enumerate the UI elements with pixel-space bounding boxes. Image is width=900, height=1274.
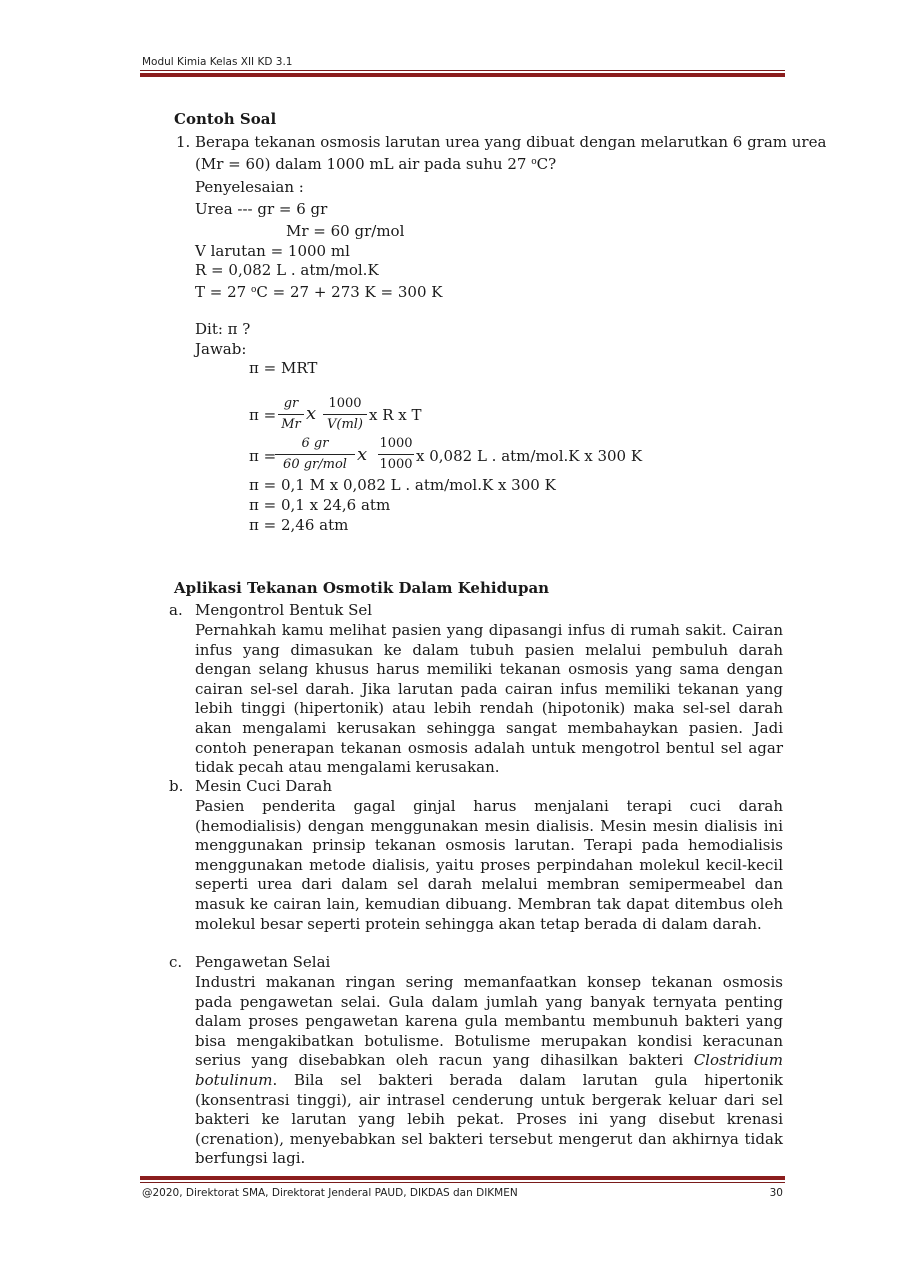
asked-label: Dit: π ?: [195, 320, 251, 338]
footer-rule-thick: [140, 1176, 785, 1180]
item-a-title: Mengontrol Bentuk Sel: [195, 601, 373, 619]
item-b-title: Mesin Cuci Darah: [195, 777, 333, 795]
times-symbol: x: [357, 444, 368, 465]
example-title: Contoh Soal: [174, 110, 277, 128]
formula-5: π = 0,1 x 24,6 atm: [249, 496, 391, 514]
footer-copyright: @2020, Direktorat SMA, Direktorat Jenderal PAUD, DIKDAS dan DIKMEN: [142, 1187, 518, 1199]
formula-3-rhs: x 0,082 L . atm/mol.K x 300 K: [416, 447, 643, 465]
given-volume: V larutan = 1000 ml: [195, 242, 350, 260]
answer-label: Jawab:: [195, 340, 247, 358]
fraction-1000-over-1000: $\frac{1000}{1000}$: [379, 436, 413, 472]
running-header: Modul Kimia Kelas XII KD 3.1: [142, 56, 293, 68]
given-r: R = 0,082 L . atm/mol.K: [195, 261, 379, 279]
given-temperature: T = 27 $^o$C = 27 + 273 K = 300 K: [195, 283, 443, 301]
fraction-1000-over-v: $\frac{1000}{V(ml)}$: [323, 396, 367, 433]
solution-label: Penyelesaian :: [195, 178, 304, 196]
formula-result: π = 2,46 atm: [249, 516, 349, 534]
applications-title: Aplikasi Tekanan Osmotik Dalam Kehidupan: [174, 579, 550, 597]
times-symbol: x: [306, 403, 317, 424]
given-mr: Mr = 60 gr/mol: [286, 222, 405, 240]
question-line-2: (Mr = 60) dalam 1000 mL air pada suhu 27 $^o$C?: [195, 155, 557, 173]
formula-mrt: π = MRT: [249, 359, 318, 377]
footer-rule-thin: [140, 1182, 785, 1183]
item-a-paragraph: Pernahkah kamu melihat pasien yang dipasangi infus di rumah sakit. Cairan infus yang dimasukan ke dalam tubuh pasien melalui pembuluh darah dengan selang khusus harus memiliki tekanan osmosis yang sama dengan cairan sel-sel darah. Jika larutan pada cairan infus memiliki tekanan yang lebih tinggi (hipertonik) atau lebih rendah (hipotonik) maka sel-sel darah akan mengalami kerusakan sehingga sangat membahaykan pasien. Jadi contoh penerapan tekanan osmosis adalah untuk mengotrol bentul sel agar tidak pecah atau mengalami kerusakan.: [195, 621, 783, 777]
question-number: 1.: [176, 133, 191, 151]
given-urea: Urea --- gr = 6 gr: [195, 200, 328, 218]
fraction-6gr-over-60: 6 gr 60 gr/mol: [275, 436, 355, 473]
formula-3-lhs: π =: [249, 447, 277, 465]
header-rule-thick: [140, 73, 785, 77]
header-rule-thin: [140, 70, 785, 71]
question-line-1: Berapa tekanan osmosis larutan urea yang dibuat dengan melarutkan 6 gram urea: [195, 133, 827, 151]
item-a-label: a.: [169, 601, 183, 619]
item-b-paragraph: Pasien penderita gagal ginjal harus menjalani terapi cuci darah (hemodialisis) dengan menggunakan mesin dialisis. Mesin mesin dialisis ini menggunakan prinsip tekanan osmosis larutan. Terapi pada hemodialisis menggunakan metode dialisis, yaitu proses perpindahan molekul kecil-kecil seperti urea dari dalam sel darah melalui membran semipermeabel dan masuk ke cairan lain, kemudian dibuang. Membran tak dapat ditembus oleh molekul besar seperti protein sehingga akan tetap berada di dalam darah.: [195, 797, 783, 933]
item-c-label: c.: [169, 953, 183, 971]
formula-2-lhs: π =: [249, 406, 277, 424]
formula-2-rhs: x R x T: [369, 406, 422, 424]
item-c-paragraph: Industri makanan ringan sering memanfaatkan konsep tekanan osmosis pada pengawetan selai. Gula dalam jumlah yang banyak ternyata penting dalam proses pengawetan karena gula membantu membunuh bakteri yang bisa mengakibatkan botulisme. Botulisme merupakan kondisi keracunan serius yang disebabkan oleh racun yang dihasilkan bakteri Clostridium botulinum. Bila sel bakteri berada dalam larutan gula hipertonik (konsentrasi tinggi), air intrasel cenderung untuk bergerak keluar dari sel bakteri ke larutan yang lebih pekat. Proses ini yang disebut krenasi (crenation), menyebabkan sel bakteri tersebut mengerut dan akhirnya tidak berfungsi lagi.: [195, 973, 783, 1168]
item-c-title: Pengawetan Selai: [195, 953, 331, 971]
page-number: 30: [769, 1187, 783, 1199]
fraction-gr-over-mr: $\frac{gr}{Mr}$: [278, 396, 304, 433]
formula-4: π = 0,1 M x 0,082 L . atm/mol.K x 300 K: [249, 476, 556, 494]
item-b-label: b.: [169, 777, 184, 795]
